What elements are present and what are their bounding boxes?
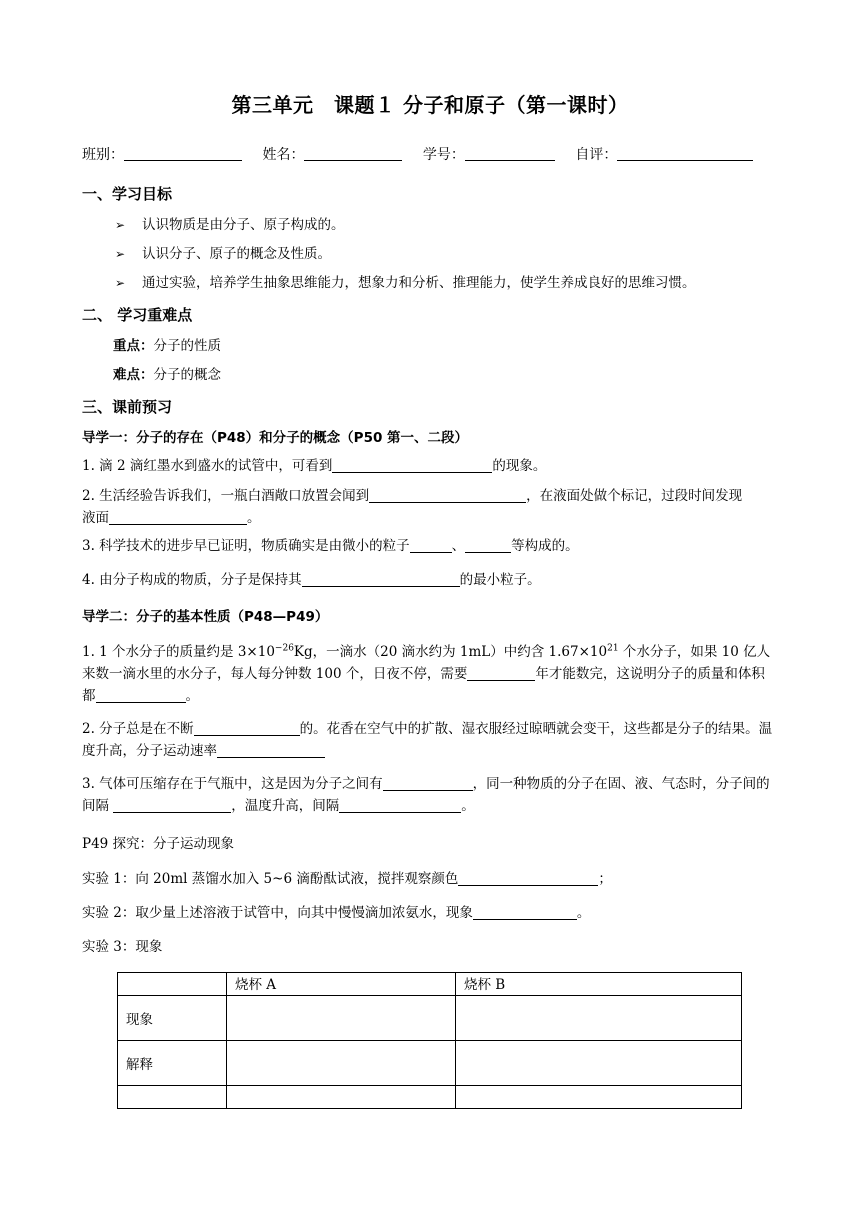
table-header-cell bbox=[118, 973, 227, 996]
name-label: 姓名： bbox=[262, 147, 305, 163]
table-cell[interactable] bbox=[456, 1041, 742, 1086]
table-header-cell: 烧杯 B bbox=[456, 973, 742, 996]
guide-two-heading: 导学二：分子的基本性质（P48—P49） bbox=[82, 609, 329, 625]
arrow-bullet-icon: ➢ bbox=[115, 218, 126, 232]
answer-blank[interactable] bbox=[465, 537, 511, 553]
name-blank[interactable] bbox=[304, 146, 402, 161]
answer-blank[interactable] bbox=[332, 457, 492, 473]
difficult-point: 难点：分子的概念 bbox=[113, 367, 221, 383]
self-eval-blank[interactable] bbox=[617, 146, 753, 161]
answer-blank[interactable] bbox=[302, 571, 460, 587]
table-row bbox=[118, 1086, 742, 1109]
goal-item: ➢ 通过实验，培养学生抽象思维能力，想象力和分析、推理能力，使学生养成良好的思维习惯。 bbox=[115, 275, 696, 291]
row-label: 解释 bbox=[118, 1041, 227, 1086]
table-cell[interactable] bbox=[227, 1041, 456, 1086]
answer-blank[interactable] bbox=[467, 665, 535, 681]
experiment-1: 实验 1：向 20ml 蒸馏水加入 5~6 滴酚酞试液，搅拌观察颜色 ； bbox=[82, 871, 612, 887]
student-id-blank[interactable] bbox=[465, 146, 555, 161]
answer-blank[interactable] bbox=[458, 870, 598, 886]
answer-blank[interactable] bbox=[410, 537, 452, 553]
question-1-4: 4. 由分子构成的物质，分子是保持其 的最小粒子。 bbox=[82, 572, 541, 588]
section-heading-goals: 一、学习目标 bbox=[82, 185, 173, 203]
section-heading-preview: 三、课前预习 bbox=[82, 398, 173, 416]
observation-table bbox=[117, 972, 742, 1109]
class-blank[interactable] bbox=[124, 146, 242, 161]
answer-blank[interactable] bbox=[194, 720, 300, 736]
table-header-row bbox=[118, 973, 742, 996]
experiment-3: 实验 3：现象 bbox=[82, 939, 163, 955]
answer-blank[interactable] bbox=[339, 797, 461, 813]
student-id-label: 学号： bbox=[422, 147, 465, 163]
class-label: 班别： bbox=[82, 147, 124, 163]
row-label bbox=[118, 1086, 227, 1109]
answer-blank[interactable] bbox=[383, 775, 473, 791]
student-info-row bbox=[82, 144, 753, 164]
goal-item: ➢ 认识分子、原子的概念及性质。 bbox=[115, 246, 331, 262]
answer-blank[interactable] bbox=[96, 687, 186, 703]
table-header-cell: 烧杯 A bbox=[227, 973, 456, 996]
key-point: 重点：分子的性质 bbox=[113, 338, 221, 354]
section-heading-keypoints: 二、 学习重难点 bbox=[82, 306, 193, 324]
guide-one-heading: 导学一：分子的存在（P48）和分子的概念（P50 第一、二段） bbox=[82, 430, 469, 446]
question-1-3: 3. 科学技术的进步早已证明，物质确实是由微小的粒子 、 等构成的。 bbox=[82, 538, 579, 554]
table-cell[interactable] bbox=[227, 996, 456, 1041]
answer-blank[interactable] bbox=[369, 487, 526, 503]
table-cell[interactable] bbox=[456, 996, 742, 1041]
question-2-1: 1. 1 个水分子的质量约是 $3\times 10^{-26}Kg$，一滴水（20 滴水约为 1mL）中约含 $1.67\times 10^{21}$ 个水分子，如果 10 亿人来数一滴水里的水分子，每人每分钟数 100 个，日夜不停，需要 年才能数完，这说明分子的质量和体积都 。 bbox=[82, 643, 771, 704]
question-2-3: 3. 气体可压缩存在于气瓶中，这是因为分子之间有 ，同一种物质的分子在固、液、气态时，分子间的间隔 ，温度升高，间隔 。 bbox=[82, 776, 770, 814]
table-row bbox=[118, 1041, 742, 1086]
question-2-2: 2. 分子总是在不断 的。花香在空气中的扩散、湿衣服经过晾晒就会变干，这些都是分子的结果。温度升高，分子运动速率 bbox=[82, 721, 773, 759]
arrow-bullet-icon: ➢ bbox=[115, 247, 126, 261]
answer-blank[interactable] bbox=[109, 509, 247, 525]
explore-heading: P49 探究：分子运动现象 bbox=[82, 836, 235, 852]
row-label: 现象 bbox=[118, 996, 227, 1041]
answer-blank[interactable] bbox=[217, 742, 325, 758]
page-title: 第三单元 课题１ 分子和原子（第一课时） bbox=[231, 93, 629, 117]
answer-blank[interactable] bbox=[473, 904, 577, 920]
arrow-bullet-icon: ➢ bbox=[115, 276, 126, 290]
table-cell[interactable] bbox=[456, 1086, 742, 1109]
table-cell[interactable] bbox=[227, 1086, 456, 1109]
experiment-2: 实验 2：取少量上述溶液于试管中，向其中慢慢滴加浓氨水，现象 。 bbox=[82, 905, 591, 921]
question-1-1: 1. 滴 2 滴红墨水到盛水的试管中，可看到 的现象。 bbox=[82, 458, 547, 474]
answer-blank[interactable] bbox=[113, 797, 231, 813]
table-row bbox=[118, 996, 742, 1041]
goal-item: ➢ 认识物质是由分子、原子构成的。 bbox=[115, 217, 345, 233]
self-eval-label: 自评： bbox=[575, 147, 618, 163]
question-1-2: 2. 生活经验告诉我们，一瓶白酒敞口放置会闻到 ，在液面处做个标记，过段时间发现 液面 。 bbox=[82, 488, 743, 526]
